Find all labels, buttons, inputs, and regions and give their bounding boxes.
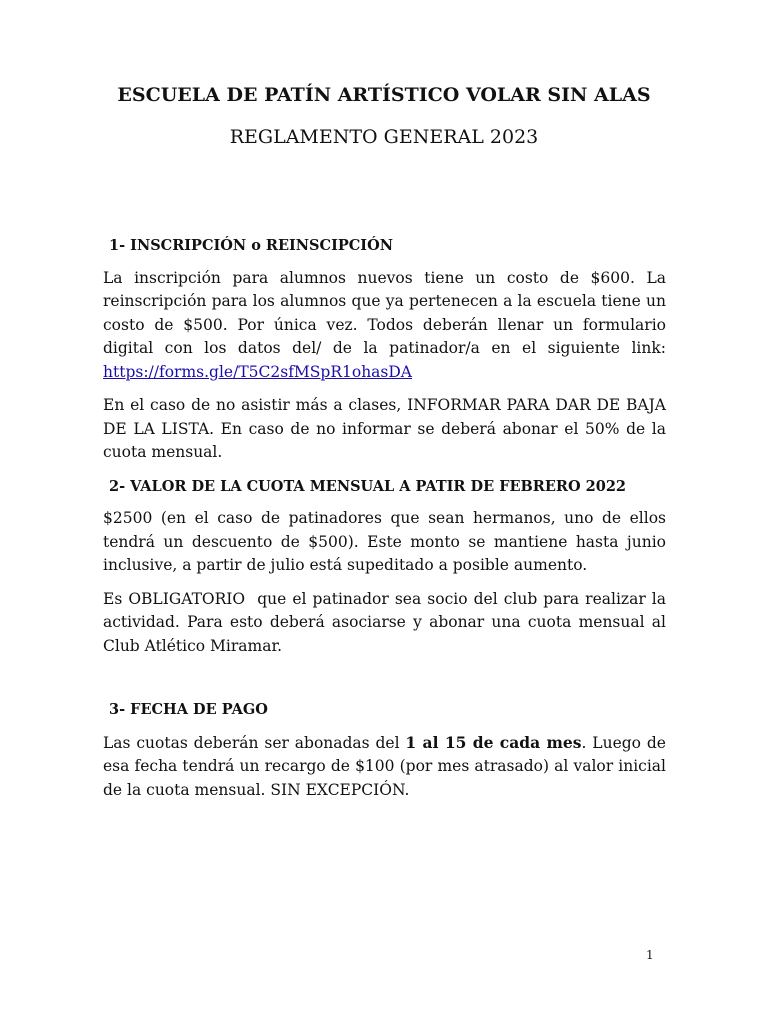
section-3-heading: 3- FECHA DE PAGO — [109, 701, 268, 718]
section-1-heading: 1- INSCRIPCIÓN o REINSCIPCIÓN — [109, 237, 393, 254]
section-1-paragraph-1-text: La inscripción para alumnos nuevos tiene un costo de $600. La reinscripción para los alumnos que ya pertenecen a la escuela tiene un costo de $500. Por única vez. Todos deberán llenar un formulario digital con los datos del/ de la patinador/a en el siguiente link: — [103, 268, 666, 357]
section-1-paragraph-2: En el caso de no asistir más a clases, INFORMAR PARA DAR DE BAJA DE LA LISTA. En caso de no informar se deberá abonar el 50% de la cuota mensual. — [103, 396, 666, 461]
section-2-heading: 2- VALOR DE LA CUOTA MENSUAL A PATIR DE FEBRERO 2022 — [109, 477, 626, 495]
document-title: ESCUELA DE PATÍN ARTÍSTICO VOLAR SIN ALAS — [117, 84, 651, 106]
document-body — [103, 234, 671, 812]
page-number: 1 — [646, 948, 654, 962]
section-3-paragraph-1 — [103, 731, 666, 803]
form-link[interactable]: https://forms.gle/T5C2sfMSpR1ohasDA — [103, 362, 413, 381]
section-2-paragraph-2: Es OBLIGATORIO que el patinador sea socio del club para realizar la actividad. Para esto deberá asociarse y abonar una cuota mensual al Club Atlético Miramar. — [103, 589, 671, 655]
section-2-paragraph-1: $2500 (en el caso de patinadores que sean hermanos, uno de ellos tendrá un descuento de $500). Este monto se mantiene hasta junio inclusive, a partir de julio está supeditado a posible aumento. — [103, 509, 666, 574]
section-1-paragraph-1 — [103, 267, 666, 385]
section-3-bold-dates: 1 al 15 de cada mes — [405, 732, 582, 752]
section-3-text-after: . Luego de esa fecha tendrá un recargo de $100 (por mes atrasado) al valor inicial de la cuota mensual. SIN EXCEPCIÓN. — [103, 733, 666, 799]
spacer — [103, 668, 666, 698]
document-subtitle: REGLAMENTO GENERAL 2023 — [229, 126, 539, 148]
section-3-text-before: Las cuotas deberán ser abonadas del — [103, 733, 406, 752]
